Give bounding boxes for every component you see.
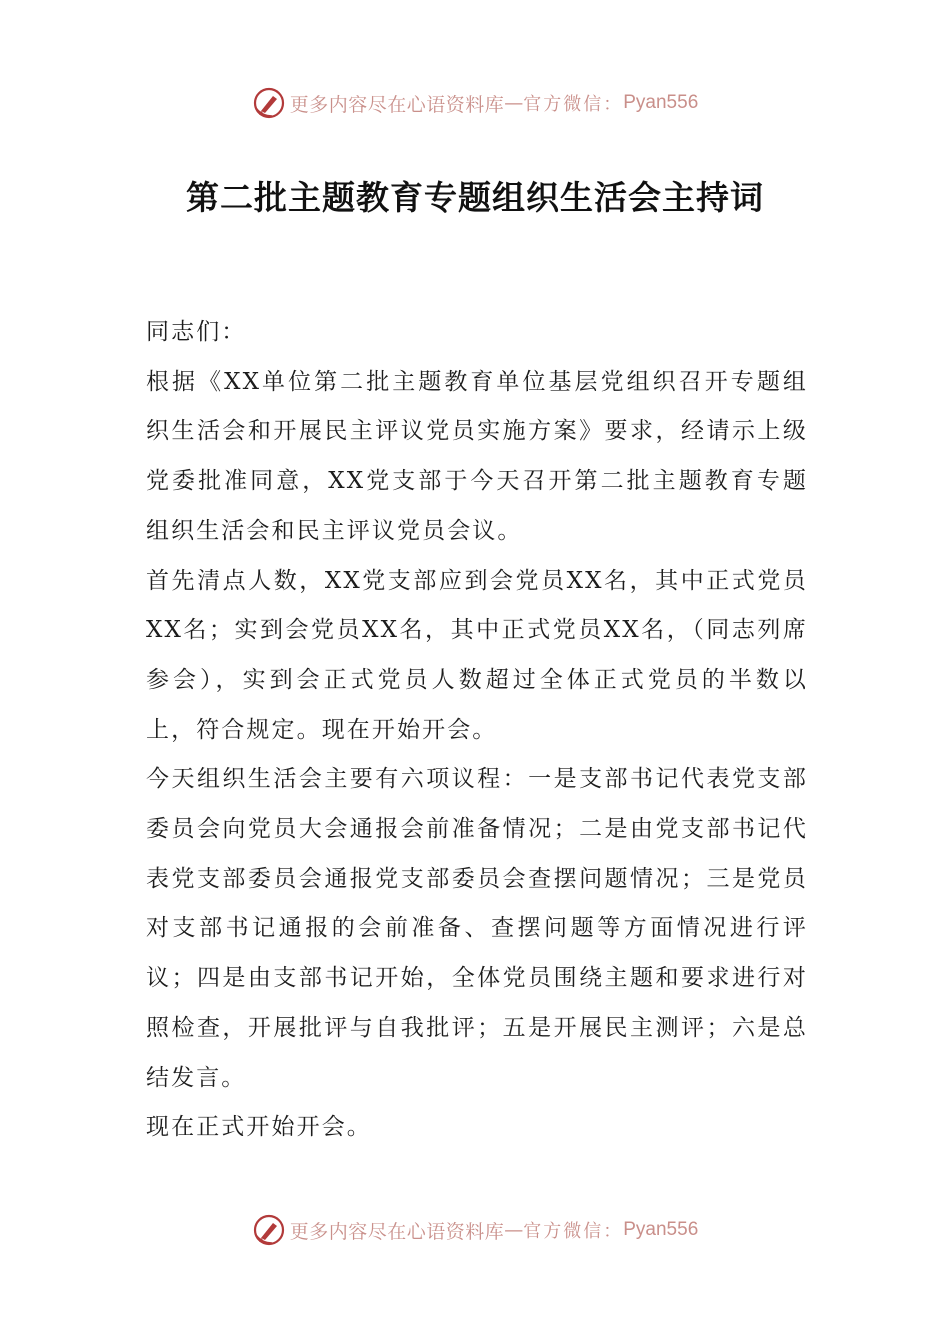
banner-wechat-id: Pyan556 (623, 92, 699, 113)
salutation: 同志们： (146, 319, 247, 345)
banner-wechat-id: Pyan556 (623, 1219, 699, 1240)
paragraph-agenda: 今天组织生活会主要有六项议程：一是支部书记代表党支部委员会向党员大会通报会前准备情况；二是由党支部书记代表党支部委员会通报党支部委员会查摆问题情况；三是党员对支部书记通报的会前准备、查摆问题等方面情况进行评议；四是由支部书记开始，全体党员围绕主题和要求进行对照检查，开展批评与自我批评；五是开展民主测评；六是总结发言。 (146, 766, 808, 1091)
header-banner (0, 83, 950, 123)
banner-slogan: 更多内容尽在心语资料库 (289, 93, 505, 116)
footer-banner (0, 1210, 950, 1250)
banner-wechat-label: 官方微信： (523, 94, 624, 115)
banner-wechat-label: 官方微信： (523, 1221, 624, 1242)
paragraph-opening: 现在正式开始开会。 (146, 1114, 372, 1141)
document-title: 第二批主题教育专题组织生活会主持词 (186, 178, 764, 217)
banner-slogan: 更多内容尽在心语资料库 (289, 1220, 505, 1243)
banner-separator: — (504, 92, 524, 114)
paragraph-headcount: 首先清点人数，XX党支部应到会党员XX名，其中正式党员XX名；实到会党员XX名，其中正式党员XX名，（同志列席参会），实到会正式党员人数超过全体正式党员的半数以上，符合规定。现在开始开会。 (146, 567, 808, 743)
pen-nib-logo-icon (252, 86, 286, 120)
banner-separator: — (504, 1219, 524, 1241)
paragraph-basis: 根据《XX单位第二批主题教育单位基层党组织召开专题组织生活会和开展民主评议党员实施方案》要求，经请示上级党委批准同意，XX党支部于今天召开第二批主题教育专题组织生活会和民主评议党员会议。 (146, 368, 808, 544)
document-body (146, 308, 808, 1153)
pen-nib-logo-icon (252, 1213, 286, 1247)
